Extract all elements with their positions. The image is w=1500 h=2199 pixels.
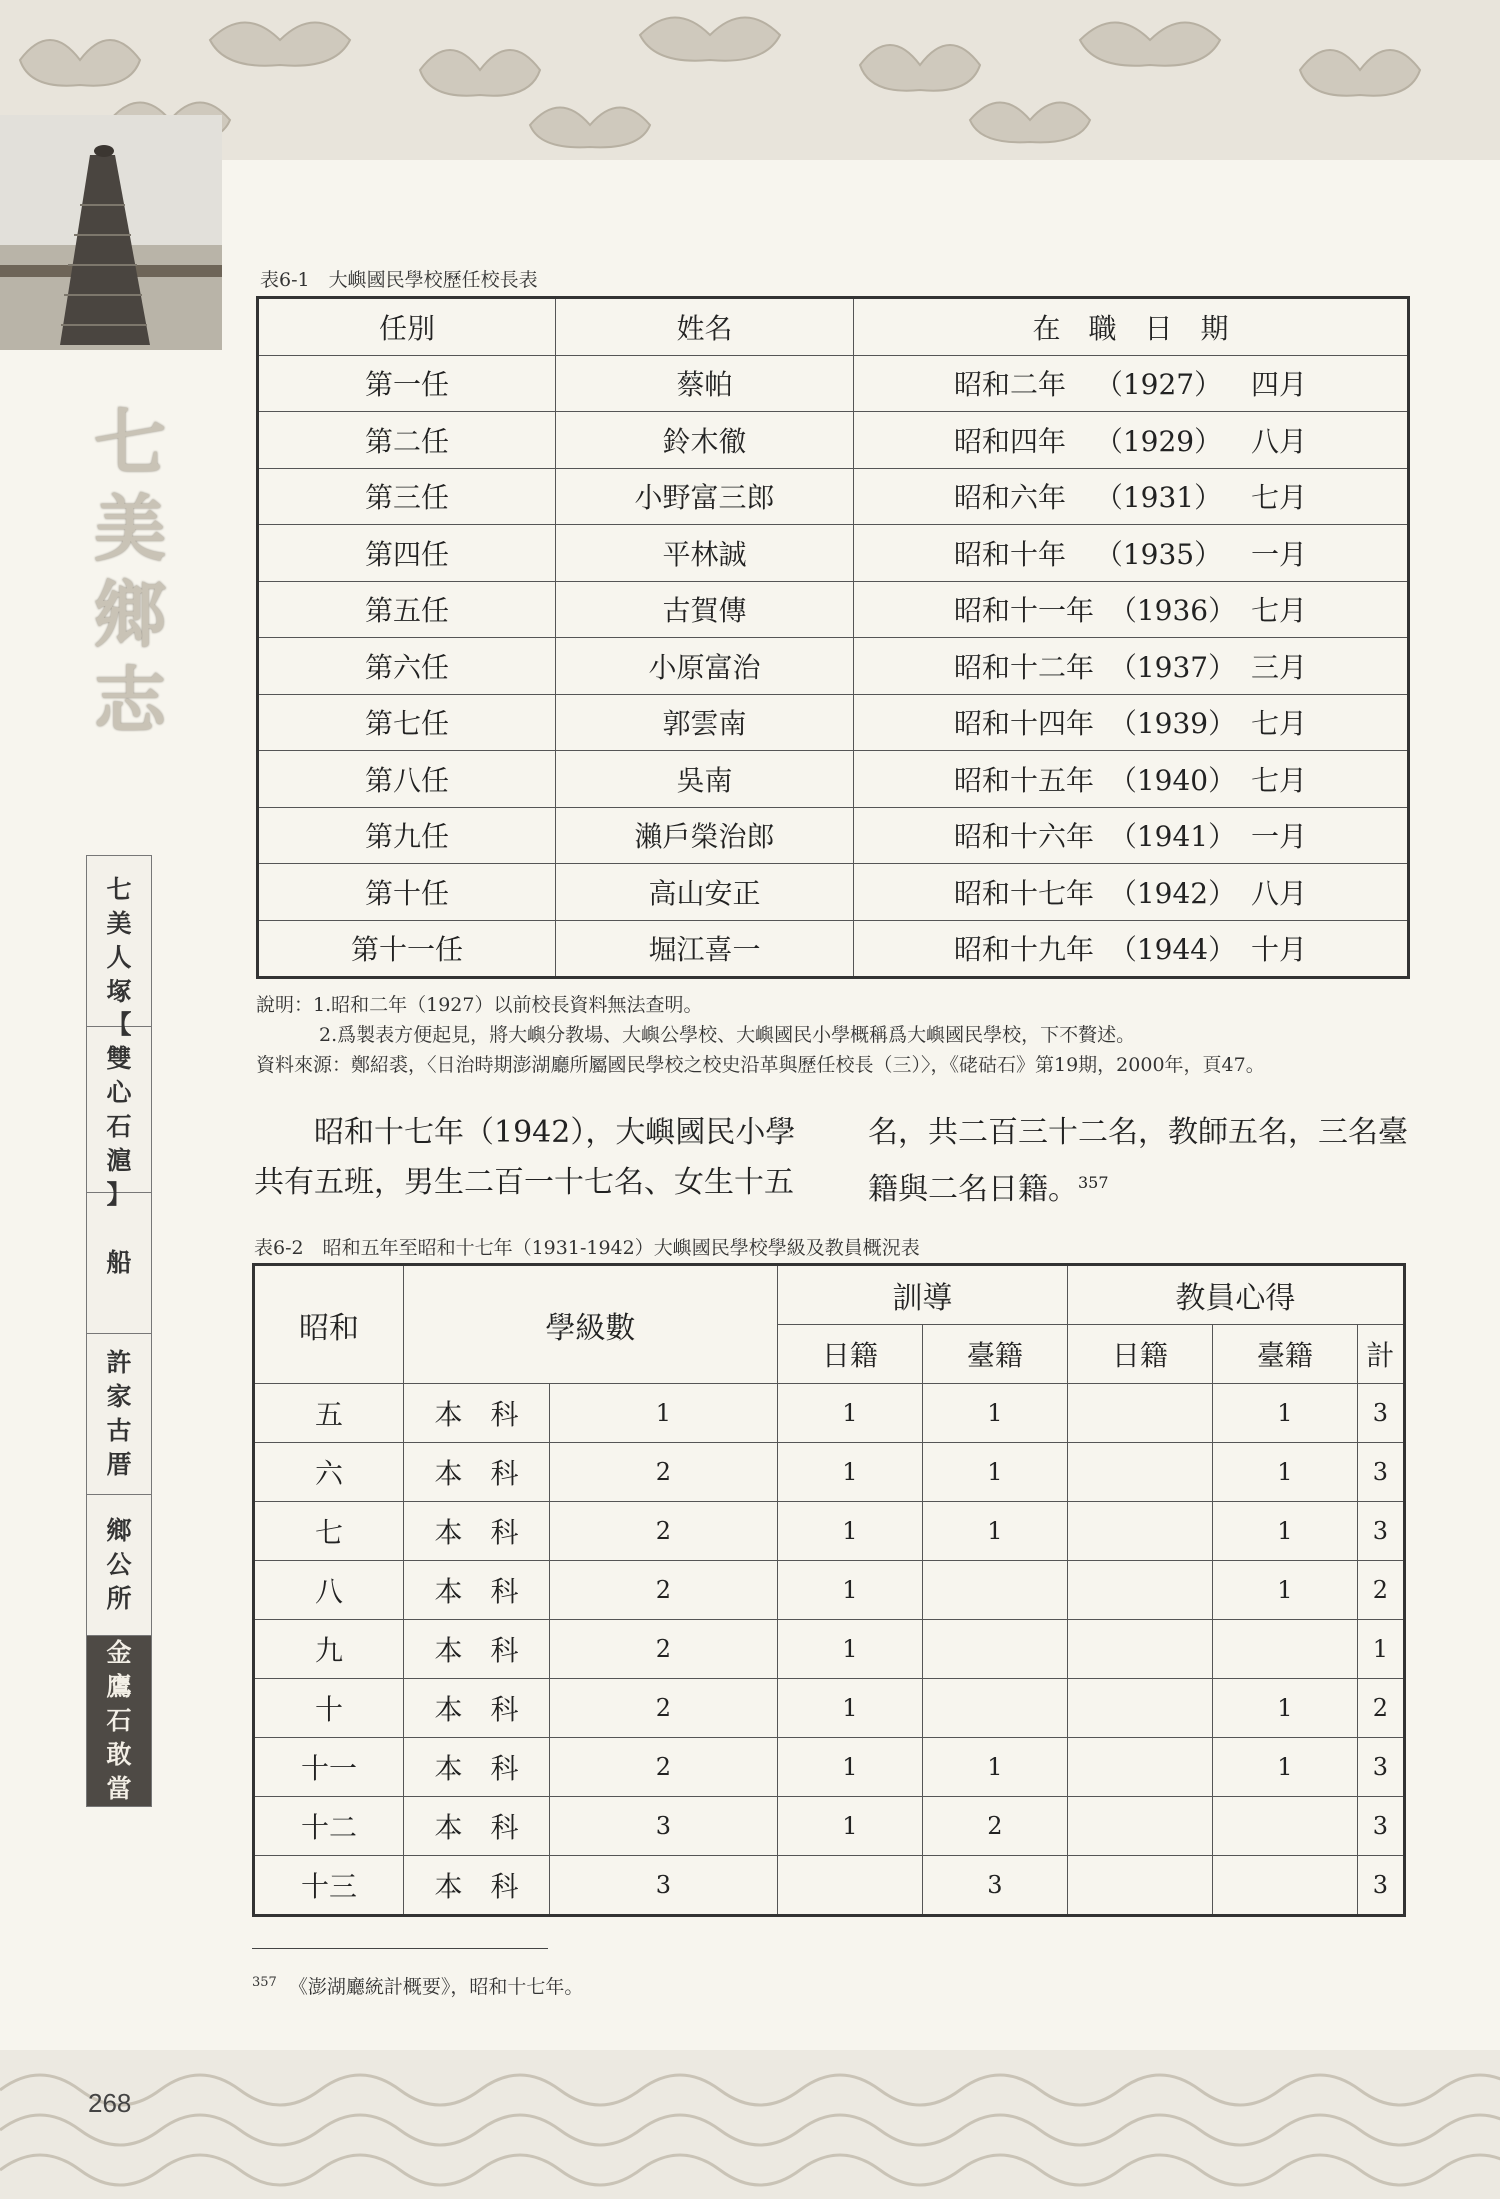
side-tab-char: 當 xyxy=(106,1774,132,1803)
book-title-char: 美 xyxy=(93,486,166,571)
year-text: （1929） xyxy=(1094,424,1223,458)
book-title-char: 七 xyxy=(93,400,166,485)
year-text: （1940） xyxy=(1108,763,1237,797)
cell-total: 3 xyxy=(1357,1443,1404,1502)
cell-e-jp xyxy=(1067,1443,1212,1502)
table-row xyxy=(254,1797,1405,1856)
side-tab-char: 古 xyxy=(106,1416,132,1445)
year-text: （1937） xyxy=(1108,650,1237,684)
table-row xyxy=(254,1856,1405,1916)
date-cell xyxy=(854,751,1409,808)
term-cell: 第四任 xyxy=(258,525,556,582)
cell-year: 九 xyxy=(254,1620,404,1679)
month-text: 七月 xyxy=(1250,763,1307,797)
page-number: 268 xyxy=(88,2088,132,2118)
cell-k-tw: 1 xyxy=(922,1443,1067,1502)
table-row xyxy=(258,920,1409,978)
side-tab[interactable] xyxy=(87,1193,151,1334)
era-text: 昭和四年 xyxy=(954,424,1067,458)
cell-year: 七 xyxy=(254,1502,404,1561)
cell-k-jp: 1 xyxy=(777,1384,922,1443)
table-header-row xyxy=(254,1265,1405,1325)
era-text: 昭和六年 xyxy=(954,481,1067,515)
name-cell: 蔡帕 xyxy=(556,355,854,412)
table1-caption: 表6-1 大嶼國民學校歷任校長表 xyxy=(260,269,538,291)
side-tab-char: 】 xyxy=(106,1179,132,1209)
cell-e-tw: 1 xyxy=(1212,1561,1357,1620)
cell-year: 五 xyxy=(254,1384,404,1443)
table2-caption: 表6-2 昭和五年至昭和十七年（1931-1942）大嶼國民學校學級及教員概況表 xyxy=(254,1237,920,1259)
table-row xyxy=(258,525,1409,582)
cell-year: 十二 xyxy=(254,1797,404,1856)
table-row xyxy=(254,1443,1405,1502)
footnote-divider xyxy=(252,1948,548,1949)
cell-e-jp xyxy=(1067,1797,1212,1856)
cell-e-tw xyxy=(1212,1620,1357,1679)
date-cell xyxy=(854,638,1409,695)
date-cell xyxy=(854,920,1409,978)
cell-e-jp xyxy=(1067,1856,1212,1916)
note-2: 2.爲製表方便起見，將大嶼分教場、大嶼公學校、大嶼國民小學概稱爲大嶼國民學校，下不贅述。 xyxy=(319,1024,1136,1046)
cell-e-jp xyxy=(1067,1738,1212,1797)
side-tab-char: 心 xyxy=(106,1077,132,1107)
era-text: 昭和十一年 xyxy=(954,594,1095,628)
side-tab-char: 許 xyxy=(106,1348,132,1377)
year-text: （1941） xyxy=(1108,820,1237,854)
cell-k-tw xyxy=(922,1561,1067,1620)
term-cell: 第十任 xyxy=(258,864,556,921)
side-tab[interactable] xyxy=(87,1636,151,1806)
month-text: 七月 xyxy=(1250,594,1307,628)
cell-type: 本 科 xyxy=(404,1679,550,1738)
side-tab-char: 厝 xyxy=(106,1450,132,1479)
date-cell xyxy=(854,864,1409,921)
cell-e-tw xyxy=(1212,1856,1357,1916)
cell-total: 3 xyxy=(1357,1738,1404,1797)
header-kundo-jp: 日籍 xyxy=(777,1325,922,1384)
side-tab-char: 滬 xyxy=(106,1145,132,1175)
side-tab-strip xyxy=(86,855,152,1807)
cell-total: 3 xyxy=(1357,1797,1404,1856)
cell-k-tw xyxy=(922,1679,1067,1738)
cell-total: 3 xyxy=(1357,1856,1404,1916)
year-text: （1942） xyxy=(1108,876,1237,910)
year-text: （1931） xyxy=(1094,481,1223,515)
cell-type: 本 科 xyxy=(404,1797,550,1856)
cell-k-jp: 1 xyxy=(777,1797,922,1856)
cell-type: 本 科 xyxy=(404,1443,550,1502)
table-row xyxy=(258,807,1409,864)
month-text: 七月 xyxy=(1250,707,1307,741)
term-cell: 第八任 xyxy=(258,751,556,808)
footnote-number: 357 xyxy=(252,1974,277,1990)
book-title xyxy=(55,400,205,830)
cell-e-tw: 1 xyxy=(1212,1502,1357,1561)
table-row xyxy=(258,694,1409,751)
cell-year: 十一 xyxy=(254,1738,404,1797)
header-name: 姓名 xyxy=(556,298,854,356)
date-cell xyxy=(854,581,1409,638)
date-cell xyxy=(854,412,1409,469)
staff-table xyxy=(252,1263,1406,1917)
cell-total: 1 xyxy=(1357,1620,1404,1679)
side-tab-char: 【 xyxy=(106,1009,132,1039)
cell-classes: 2 xyxy=(550,1679,778,1738)
footnote xyxy=(252,1972,583,1999)
term-cell: 第二任 xyxy=(258,412,556,469)
era-text: 昭和十九年 xyxy=(954,933,1095,967)
book-title-char: 志 xyxy=(93,658,166,743)
cell-classes: 2 xyxy=(550,1443,778,1502)
body-text-right-content: 名，共二百三十二名，教師五名，三名臺籍與二名日籍。 xyxy=(868,1115,1408,1207)
header-showa: 昭和 xyxy=(254,1265,404,1384)
term-cell: 第十一任 xyxy=(258,920,556,978)
table-row xyxy=(258,581,1409,638)
year-text: （1927） xyxy=(1094,368,1223,402)
header-kundo-tw: 臺籍 xyxy=(922,1325,1067,1384)
cell-k-tw: 2 xyxy=(922,1797,1067,1856)
header-kyoin: 教員心得 xyxy=(1067,1265,1404,1325)
era-text: 昭和十二年 xyxy=(954,650,1095,684)
table-row xyxy=(258,864,1409,921)
table-row xyxy=(258,638,1409,695)
side-tab[interactable] xyxy=(87,1495,151,1636)
cell-year: 十三 xyxy=(254,1856,404,1916)
era-text: 昭和十六年 xyxy=(954,820,1095,854)
body-text-right xyxy=(868,1108,1413,1215)
cell-e-jp xyxy=(1067,1620,1212,1679)
cell-type: 本 科 xyxy=(404,1856,550,1916)
cell-e-tw: 1 xyxy=(1212,1679,1357,1738)
name-cell: 高山安正 xyxy=(556,864,854,921)
cell-classes: 2 xyxy=(550,1561,778,1620)
term-cell: 第九任 xyxy=(258,807,556,864)
term-cell: 第五任 xyxy=(258,581,556,638)
month-text: 七月 xyxy=(1250,481,1307,515)
cell-e-jp xyxy=(1067,1384,1212,1443)
cloud-pattern-header xyxy=(0,0,1500,160)
cell-total: 2 xyxy=(1357,1679,1404,1738)
header-term: 任別 xyxy=(258,298,556,356)
stone-tower-photo xyxy=(0,115,222,350)
side-tab-char: 家 xyxy=(106,1382,132,1411)
cell-classes: 3 xyxy=(550,1856,778,1916)
cell-year: 六 xyxy=(254,1443,404,1502)
cell-k-jp: 1 xyxy=(777,1738,922,1797)
table-row xyxy=(254,1679,1405,1738)
table-header-row xyxy=(258,298,1409,356)
era-text: 昭和二年 xyxy=(954,368,1067,402)
date-cell xyxy=(854,694,1409,751)
table-row xyxy=(258,468,1409,525)
table-row xyxy=(254,1384,1405,1443)
principals-table xyxy=(256,296,1410,979)
side-tab[interactable] xyxy=(87,1009,151,1209)
header-kyoin-jp: 日籍 xyxy=(1067,1325,1212,1384)
cell-classes: 2 xyxy=(550,1738,778,1797)
side-tab-char: 船 xyxy=(106,1248,132,1277)
footnote-ref: 357 xyxy=(1078,1173,1109,1192)
note-1: 說明：1.昭和二年（1927）以前校長資料無法查明。 xyxy=(256,994,703,1016)
book-title-char: 鄉 xyxy=(93,572,166,657)
cell-k-jp: 1 xyxy=(777,1443,922,1502)
term-cell: 第一任 xyxy=(258,355,556,412)
cell-k-tw: 1 xyxy=(922,1738,1067,1797)
cell-e-tw xyxy=(1212,1797,1357,1856)
name-cell: 堀江喜一 xyxy=(556,920,854,978)
cell-classes: 3 xyxy=(550,1797,778,1856)
table-row xyxy=(258,751,1409,808)
cell-total: 2 xyxy=(1357,1561,1404,1620)
side-tab-char: 所 xyxy=(106,1584,132,1613)
cell-e-tw: 1 xyxy=(1212,1443,1357,1502)
side-tab-char: 公 xyxy=(106,1550,132,1579)
cell-classes: 1 xyxy=(550,1384,778,1443)
month-text: 八月 xyxy=(1250,424,1307,458)
table-row xyxy=(254,1738,1405,1797)
year-text: （1935） xyxy=(1094,537,1223,571)
era-text: 昭和十五年 xyxy=(954,763,1095,797)
year-text: （1939） xyxy=(1108,707,1237,741)
cell-e-tw: 1 xyxy=(1212,1738,1357,1797)
name-cell: 鈴木徹 xyxy=(556,412,854,469)
side-tab-char: 金 xyxy=(106,1638,132,1667)
era-text: 昭和十七年 xyxy=(954,876,1095,910)
header-total: 計 xyxy=(1357,1325,1404,1384)
date-cell xyxy=(854,468,1409,525)
month-text: 八月 xyxy=(1250,876,1307,910)
cell-e-jp xyxy=(1067,1502,1212,1561)
cell-year: 八 xyxy=(254,1561,404,1620)
date-cell xyxy=(854,355,1409,412)
header-kundo: 訓導 xyxy=(777,1265,1067,1325)
side-tab[interactable] xyxy=(87,856,151,1027)
year-text: （1936） xyxy=(1108,594,1237,628)
side-tab-char: 美 xyxy=(106,909,132,938)
month-text: 四月 xyxy=(1250,368,1307,402)
era-text: 昭和十年 xyxy=(954,537,1067,571)
name-cell: 小野富三郎 xyxy=(556,468,854,525)
table-row xyxy=(258,355,1409,412)
side-tab-char: 鄉 xyxy=(106,1516,132,1545)
cell-k-jp: 1 xyxy=(777,1620,922,1679)
name-cell: 吳南 xyxy=(556,751,854,808)
month-text: 三月 xyxy=(1250,650,1307,684)
table-row xyxy=(254,1620,1405,1679)
cell-e-jp xyxy=(1067,1679,1212,1738)
side-tab-char: 人 xyxy=(106,943,132,972)
cell-k-jp xyxy=(777,1856,922,1916)
footnote-text: 《澎湖廳統計概要》，昭和十七年。 xyxy=(288,1976,584,1998)
era-text: 昭和十四年 xyxy=(954,707,1095,741)
side-tab-char: 石 xyxy=(106,1111,132,1141)
cell-e-jp xyxy=(1067,1561,1212,1620)
table-row xyxy=(258,412,1409,469)
cell-classes: 2 xyxy=(550,1620,778,1679)
side-tab-char: 塚 xyxy=(106,977,132,1006)
side-tab[interactable] xyxy=(87,1334,151,1495)
table1-notes xyxy=(256,990,1265,1080)
name-cell: 小原富治 xyxy=(556,638,854,695)
name-cell: 郭雲南 xyxy=(556,694,854,751)
header-classes: 學級數 xyxy=(404,1265,778,1384)
cell-type: 本 科 xyxy=(404,1620,550,1679)
cell-k-tw: 3 xyxy=(922,1856,1067,1916)
header-kyoin-tw: 臺籍 xyxy=(1212,1325,1357,1384)
side-tab-char: 敢 xyxy=(106,1740,132,1769)
side-tab-char: 鷹 xyxy=(106,1672,132,1701)
header-date: 在 職 日 期 xyxy=(854,298,1409,356)
date-cell xyxy=(854,807,1409,864)
cell-total: 3 xyxy=(1357,1502,1404,1561)
cell-type: 本 科 xyxy=(404,1561,550,1620)
table-row xyxy=(254,1502,1405,1561)
date-cell xyxy=(854,525,1409,582)
cell-type: 本 科 xyxy=(404,1738,550,1797)
side-tab-char: 石 xyxy=(106,1706,132,1735)
cell-year: 十 xyxy=(254,1679,404,1738)
term-cell: 第六任 xyxy=(258,638,556,695)
cell-type: 本 科 xyxy=(404,1502,550,1561)
body-text-left: 昭和十七年（1942），大嶼國民小學共有五班，男生二百一十七名、女生十五 xyxy=(254,1115,796,1200)
table-row xyxy=(254,1561,1405,1620)
cell-k-jp: 1 xyxy=(777,1502,922,1561)
cell-k-jp: 1 xyxy=(777,1679,922,1738)
cell-k-jp: 1 xyxy=(777,1561,922,1620)
cell-k-tw: 1 xyxy=(922,1502,1067,1561)
cell-e-tw: 1 xyxy=(1212,1384,1357,1443)
source-note: 資料來源：鄭紹裘，〈日治時期澎湖廳所屬國民學校之校史沿革與歷任校長（三）〉，《硓𥑮石》第19期，2000年，頁47。 xyxy=(256,1054,1265,1076)
month-text: 一月 xyxy=(1250,820,1307,854)
term-cell: 第三任 xyxy=(258,468,556,525)
side-tab-char: 雙 xyxy=(106,1043,132,1073)
name-cell: 古賀傳 xyxy=(556,581,854,638)
year-text: （1944） xyxy=(1108,933,1237,967)
name-cell: 瀨戶榮治郎 xyxy=(556,807,854,864)
cell-type: 本 科 xyxy=(404,1384,550,1443)
name-cell: 平林誠 xyxy=(556,525,854,582)
side-tab-char: 七 xyxy=(106,875,132,904)
wave-pattern-footer xyxy=(0,2050,1500,2199)
cell-k-tw: 1 xyxy=(922,1384,1067,1443)
term-cell: 第七任 xyxy=(258,694,556,751)
cell-total: 3 xyxy=(1357,1384,1404,1443)
month-text: 十月 xyxy=(1250,933,1307,967)
cell-k-tw xyxy=(922,1620,1067,1679)
month-text: 一月 xyxy=(1250,537,1307,571)
cell-classes: 2 xyxy=(550,1502,778,1561)
